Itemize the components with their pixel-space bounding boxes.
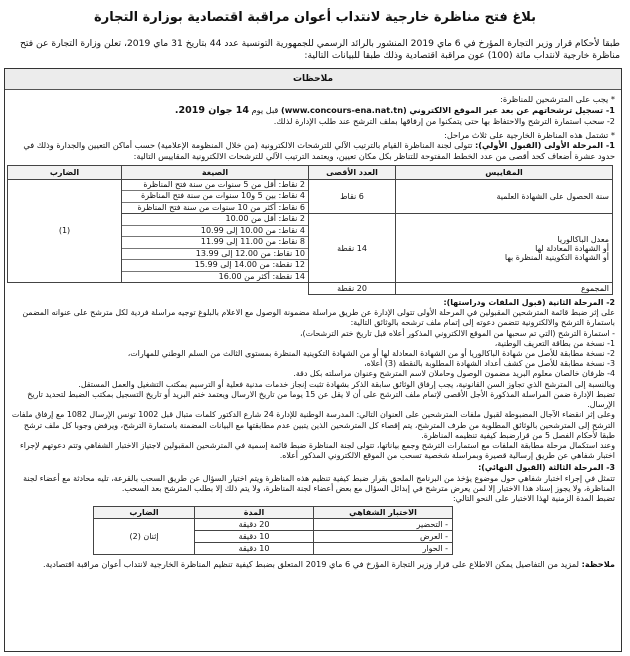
phase-2-paragraph: تضبط الإدارة ضمن المراسلة المذكورة الأجل الأقصى لإتمام ملف الترشح على أن لا يقل عن 15 يوما من تاريخ الارسال ويعتمد ختم البريد أو تاريخ التسجيل بمكتب الضبط لتحديد تاريخ الإرسال. (27, 389, 615, 410)
formula-line: 4 نقاط: من 10.00 إلى 10.99 (122, 226, 308, 238)
criterion-bac-average (396, 214, 613, 283)
phase-2-paragraph: وعند استكمال مرحلة مطابقة الملفات مع استمارات الترشح وجمع بياناتها، تتولى لجنة المناظرة ضبط قائمة إسمية في المترشحين المقبولين لاجتياز الاختبار الشفاهي وتتم دعوتهم لإجراء اختبار شفاهي عن طريق إرسالية قصيرة وبمراسلة شخصية تسحب من الموقع الالكتروني المذكور أعلاه. (20, 440, 615, 461)
step-1-text: 1- تسجيل ترشحاتهم عن بعد عبر الموقع الالكتروني (409, 104, 615, 115)
max-bac-average: 14 نقطة (309, 214, 396, 283)
oral-row-preparation (94, 519, 453, 531)
notes-box (4, 68, 622, 652)
oral-duration: 10 دقيقة (195, 543, 314, 555)
phase-1 (11, 140, 615, 161)
footer-note (5, 555, 621, 570)
phase-1-text: تتولى لجنة المناظرة القيام بالترتيب الآلي للترشحات الالكترونية (من خلال المنظومة الإعلامية) حسب أماكن التعيين والجدارة وذلك في حدود عشرة أضعاف كحد أقصى من عدد الخطط المفتوحة للتناظر بكل مكان تعيين، ويعتمد الترتيب الآلي للترشحات الالكترونية المقاييس التالية: (23, 140, 615, 161)
oral-label: - التحضير (314, 519, 453, 531)
oral-table-header (94, 507, 453, 519)
registration-steps (5, 90, 621, 127)
page-title: بلاغ فتح مناظرة خارجية لانتداب أعوان مراقبة اقتصادية بوزارة التجارة (94, 10, 536, 25)
header-coefficient: الضارب (8, 165, 122, 179)
formula-line: 12 نقطة: من 14.00 إلى 15.99 (122, 260, 308, 272)
phase-1-title: 1- المرحلة الأولى (القبول الأولي): (475, 140, 615, 151)
phases-section (5, 127, 621, 162)
step-1-deadline: 14 جوان 2019. (174, 104, 249, 116)
step-1-website-link[interactable]: (www.concours-ena.nat.tn) (280, 104, 407, 115)
criteria-table-header (8, 165, 613, 179)
total-value: 20 نقطة (309, 283, 396, 295)
document-item: 2- نسخة مطابقة للأصل من شهادة الباكالوريا أو من الشهادة المعادلة لها أو من الشهادة التكوينية المنظرة بمستوى الثالث من السلم الوطني للمهارات، (127, 349, 615, 359)
formula-line: 4 نقاط: بين 5 و10 سنوات من سنة فتح المناظرة (122, 191, 308, 203)
oral-coefficient: إثنان (2) (94, 519, 195, 555)
criterion-line: معدل الباكالوريا (557, 234, 609, 244)
oral-duration: 10 دقيقة (195, 531, 314, 543)
steps-intro: * يجب على المترشحين للمناظرة: (500, 94, 615, 104)
header-formula: الصيغة (122, 165, 309, 179)
header-criterion: المقاييس (396, 165, 613, 179)
phase-2-paragraph: وعلى إثر انقضاء الآجال المضبوطة لقبول ملفات المترشحين على العنوان التالي: المدرسة الوطنية للإدارة 24 شارع الدكتور كلمات متبال قبل 1002 تونس الإرسال 1082 مع إرفاق ملفات الترشح إلى المترشحين بالوثائق المطلوبة من طرف المترشح، يتم إقصاء كل المترشحين الذين يتبين عدم مطابقتها مع البيانات المضمنة باستمارة الترشح، ويرفض وجوبا كل ملف ترشح طبقا لأحكام الفصل 5 من قرارضبط كيفية تنظيمه المناظرة. (11, 410, 615, 440)
phase-2-paragraph: على إثر ضبط قائمة المترشحين المقبولين في المرحلة الأولى تتولى الإدارة عن طريق مراسلة مضمونة الوصول مع الاعلام بالبلوغ توجيه مراسلة فردية لكل مترشح على عنوانه المضمن باستمارة الترشح والالكترونية تتضمن دعوته إلى إتمام ملف ترشحه بالوثائق التالية: (22, 308, 615, 328)
formula-line: 8 نقاط: من 11.00 إلى 11.99 (122, 237, 308, 249)
coefficient-value: (1) (8, 179, 122, 283)
phase-3-paragraph: تتمثل في إجراء اختبار شفاهي حول موضوع يؤخذ من البرنامج الملحق بقرار ضبط كيفية تنظيم هذه المناظرة ويتم اختيار السؤال عن طريق السحب بالقرعة، تليه محادثة مع أعضاء لجنة المناظرة، ولا يجوز إسناد هذا الاختبار إلا لمن يعرض مترشح في إبدائل السؤال مع بعض أعضاء لجنة المناظرة، ولا يتم ذلك إلا بطلب المترشح بعد السحب. (23, 473, 615, 493)
header-max: العدد الأقصى (309, 165, 396, 179)
criteria-row-degree-year (8, 179, 613, 214)
oral-label: - الحوار (314, 543, 453, 555)
document-item: 4- ظرفان خالصان معلوم البريد مضمون الوصول وحاملان لاسم المترشح وعنوان مراسلته بكل دقة. (293, 369, 615, 379)
phase-3-title: 3- المرحلة الثالثة (القبول النهائي): (478, 463, 615, 473)
formula-line: 2 نقاط: أقل من 5 سنوات من سنة فتح المناظرة (122, 180, 308, 192)
phase-2-title: 2- المرحلة الثانية (قبول الملفات ودراستها): (443, 298, 615, 308)
max-degree-year: 6 نقاط (309, 179, 396, 214)
step-2: 2- سحب استمارة الترشح والاحتفاظ بها حتى يتمكنوا من إرفاقها بملف الترشح عند طلب الإدارة لذلك. (273, 116, 615, 127)
formula-line: 6 نقاط: أكثر من 10 سنوات من سنة فتح المناظرة (137, 202, 305, 212)
criterion-line: أو الشهادة التكوينية المنظرة بها (504, 252, 609, 262)
notes-header: ملاحظات (5, 69, 621, 90)
criterion-degree-year: سنة الحصول على الشهادة العلمية (396, 179, 613, 214)
criteria-row-total (8, 283, 613, 295)
phase-3-paragraph: تضبط المدة الزمنية لهذا الاختبار على النحو التالي: (452, 493, 615, 503)
document-item: 1- نسخة من بطاقة التعريف الوطنية، (494, 338, 615, 348)
phase-3-section (5, 461, 621, 504)
total-label: المجموع (396, 283, 613, 295)
header-oral-coefficient: الضارب (94, 507, 195, 519)
document-item: - استمارة الترشح (التي تم سحبها من الموقع الالكتروني المذكور أعلاه قبل تاريخ ختم الترشحات)، (299, 328, 615, 338)
oral-exam-table (93, 506, 453, 555)
header-oral-exam: الاختبار الشفاهي (314, 507, 453, 519)
formula-line: 2 نقاط: أقل من 10.00 (122, 214, 308, 226)
phases-intro: * تشتمل هذه المناظرة الخارجية على ثلاث مراحل: (444, 129, 615, 140)
phase-2-section (5, 295, 621, 461)
criterion-line: أو الشهادة المعادلة لها (535, 243, 609, 253)
formula-line: 10 نقاط: من 12.00 إلى 13.99 (122, 249, 308, 261)
document-item: 3- نسخة مطابقة للأصل من كشف أعداد الشهادة المطلوبة بالنقطة (3) أعلاه، (364, 359, 615, 369)
formula-line: 14 نقطة: أكثر من 16.00 (218, 271, 305, 281)
phase-2-paragraph: وبالنسبة إلى المترشح الذي تجاوز السن القانونية، يجب إرفاق الوثائق سابقة الذكر بشهادة تثبت إنجاز خدمات مدنية فعلية أو الترسيم بمكتب التشغيل والعمل المستقل. (78, 379, 615, 389)
footer-label: ملاحظة: (581, 559, 615, 570)
intro-text (6, 38, 620, 62)
step-1-before: قبل يوم (251, 104, 279, 115)
oral-label: - العرض (314, 531, 453, 543)
formula-degree-year (122, 179, 309, 214)
criteria-table (7, 165, 613, 296)
header-duration: المدة (195, 507, 314, 519)
footer-text: لمزيد من التفاصيل يمكن الاطلاع على قرار وزير التجارة المؤرخ في 6 ماي 2019 المتعلق بضبط كيفية تنظيم المناظرة الخارجية لانتداب أعوان مراقبة اقتصادية. (43, 559, 579, 570)
intro-line: طبقا لأحكام قرار وزير التجارة المؤرخ في 6 ماي 2019 المنشور بالرائد الرسمي للجمهورية التونسية عدد 44 بتاريخ 31 ماي 2019، تعلن وزارة التجارة عن فتح مناظرة خارجية لانتداب مائة (100) عون مراقبة اقتصادية وذلك طبقا للبيانات التالية: (20, 38, 620, 61)
oral-duration: 20 دقيقة (195, 519, 314, 531)
step-1 (11, 105, 615, 117)
formula-bac-average (122, 214, 309, 283)
